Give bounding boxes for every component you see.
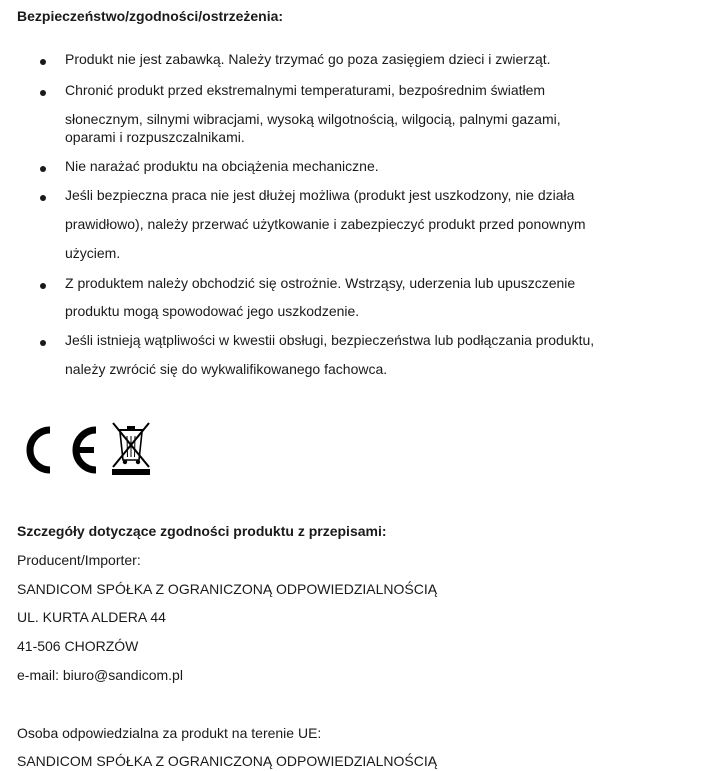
eu-responsible-label: Osoba odpowiedzialna za produkt na terenie UE:: [17, 725, 322, 741]
bullet-line: Jeśli istnieją wątpliwości w kwestii obsługi, bezpieczeństwa lub podłączania produktu,: [65, 332, 595, 348]
bullet-dot-icon: [40, 166, 46, 172]
eu-responsible-name: SANDICOM SPÓŁKA Z OGRANICZONĄ ODPOWIEDZIALNOŚCIĄ: [17, 753, 438, 769]
compliance-heading: Szczegóły dotyczące zgodności produktu z przepisami:: [17, 523, 387, 539]
bullet-line: Produkt nie jest zabawką. Należy trzymać go poza zasięgiem dzieci i zwierząt.: [65, 51, 551, 67]
producer-street: UL. KURTA ALDERA 44: [17, 609, 166, 625]
bullet-dot-icon: [40, 283, 46, 289]
bullet-dot-icon: [40, 59, 46, 65]
producer-city: 41-506 CHORZÓW: [17, 638, 139, 654]
bullet-line: słonecznym, silnymi wibracjami, wysoką wilgotnością, wilgocią, palnymi gazami,: [65, 111, 561, 127]
bullet-line: użyciem.: [65, 245, 121, 261]
certification-marks: [26, 420, 156, 478]
bullet-line: prawidłowo), należy przerwać użytkowanie i zabezpieczyć produkt przed ponownym: [65, 216, 586, 232]
bullet-line: produktu mogą spowodować jego uszkodzenie.: [65, 303, 360, 319]
producer-email: e-mail: biuro@sandicom.pl: [17, 667, 183, 683]
producer-name: SANDICOM SPÓŁKA Z OGRANICZONĄ ODPOWIEDZIALNOŚCIĄ: [17, 581, 438, 597]
bullet-line: Nie narażać produktu na obciążenia mechaniczne.: [65, 158, 379, 174]
ce-mark-icon: [30, 430, 96, 470]
bullet-line: należy zwrócić się do wykwalifikowanego fachowca.: [65, 361, 388, 377]
bullet-dot-icon: [40, 340, 46, 346]
bullet-line: Chronić produkt przed ekstremalnymi temperaturami, bezpośrednim światłem: [65, 82, 546, 98]
bullet-dot-icon: [40, 195, 46, 201]
bullet-dot-icon: [40, 90, 46, 96]
safety-heading: Bezpieczeństwo/zgodności/ostrzeżenia:: [17, 8, 284, 24]
producer-label: Producent/Importer:: [17, 552, 141, 568]
ce-weee-marks-svg: [26, 420, 156, 478]
bullet-line: oparami i rozpuszczalnikami.: [65, 129, 245, 145]
weee-crossed-bin-icon: [112, 423, 150, 475]
bullet-line: Z produktem należy obchodzić się ostrożnie. Wstrząsy, uderzenia lub upuszczenie: [65, 275, 576, 291]
bullet-line: Jeśli bezpieczna praca nie jest dłużej możliwa (produkt jest uszkodzony, nie działa: [65, 187, 575, 203]
